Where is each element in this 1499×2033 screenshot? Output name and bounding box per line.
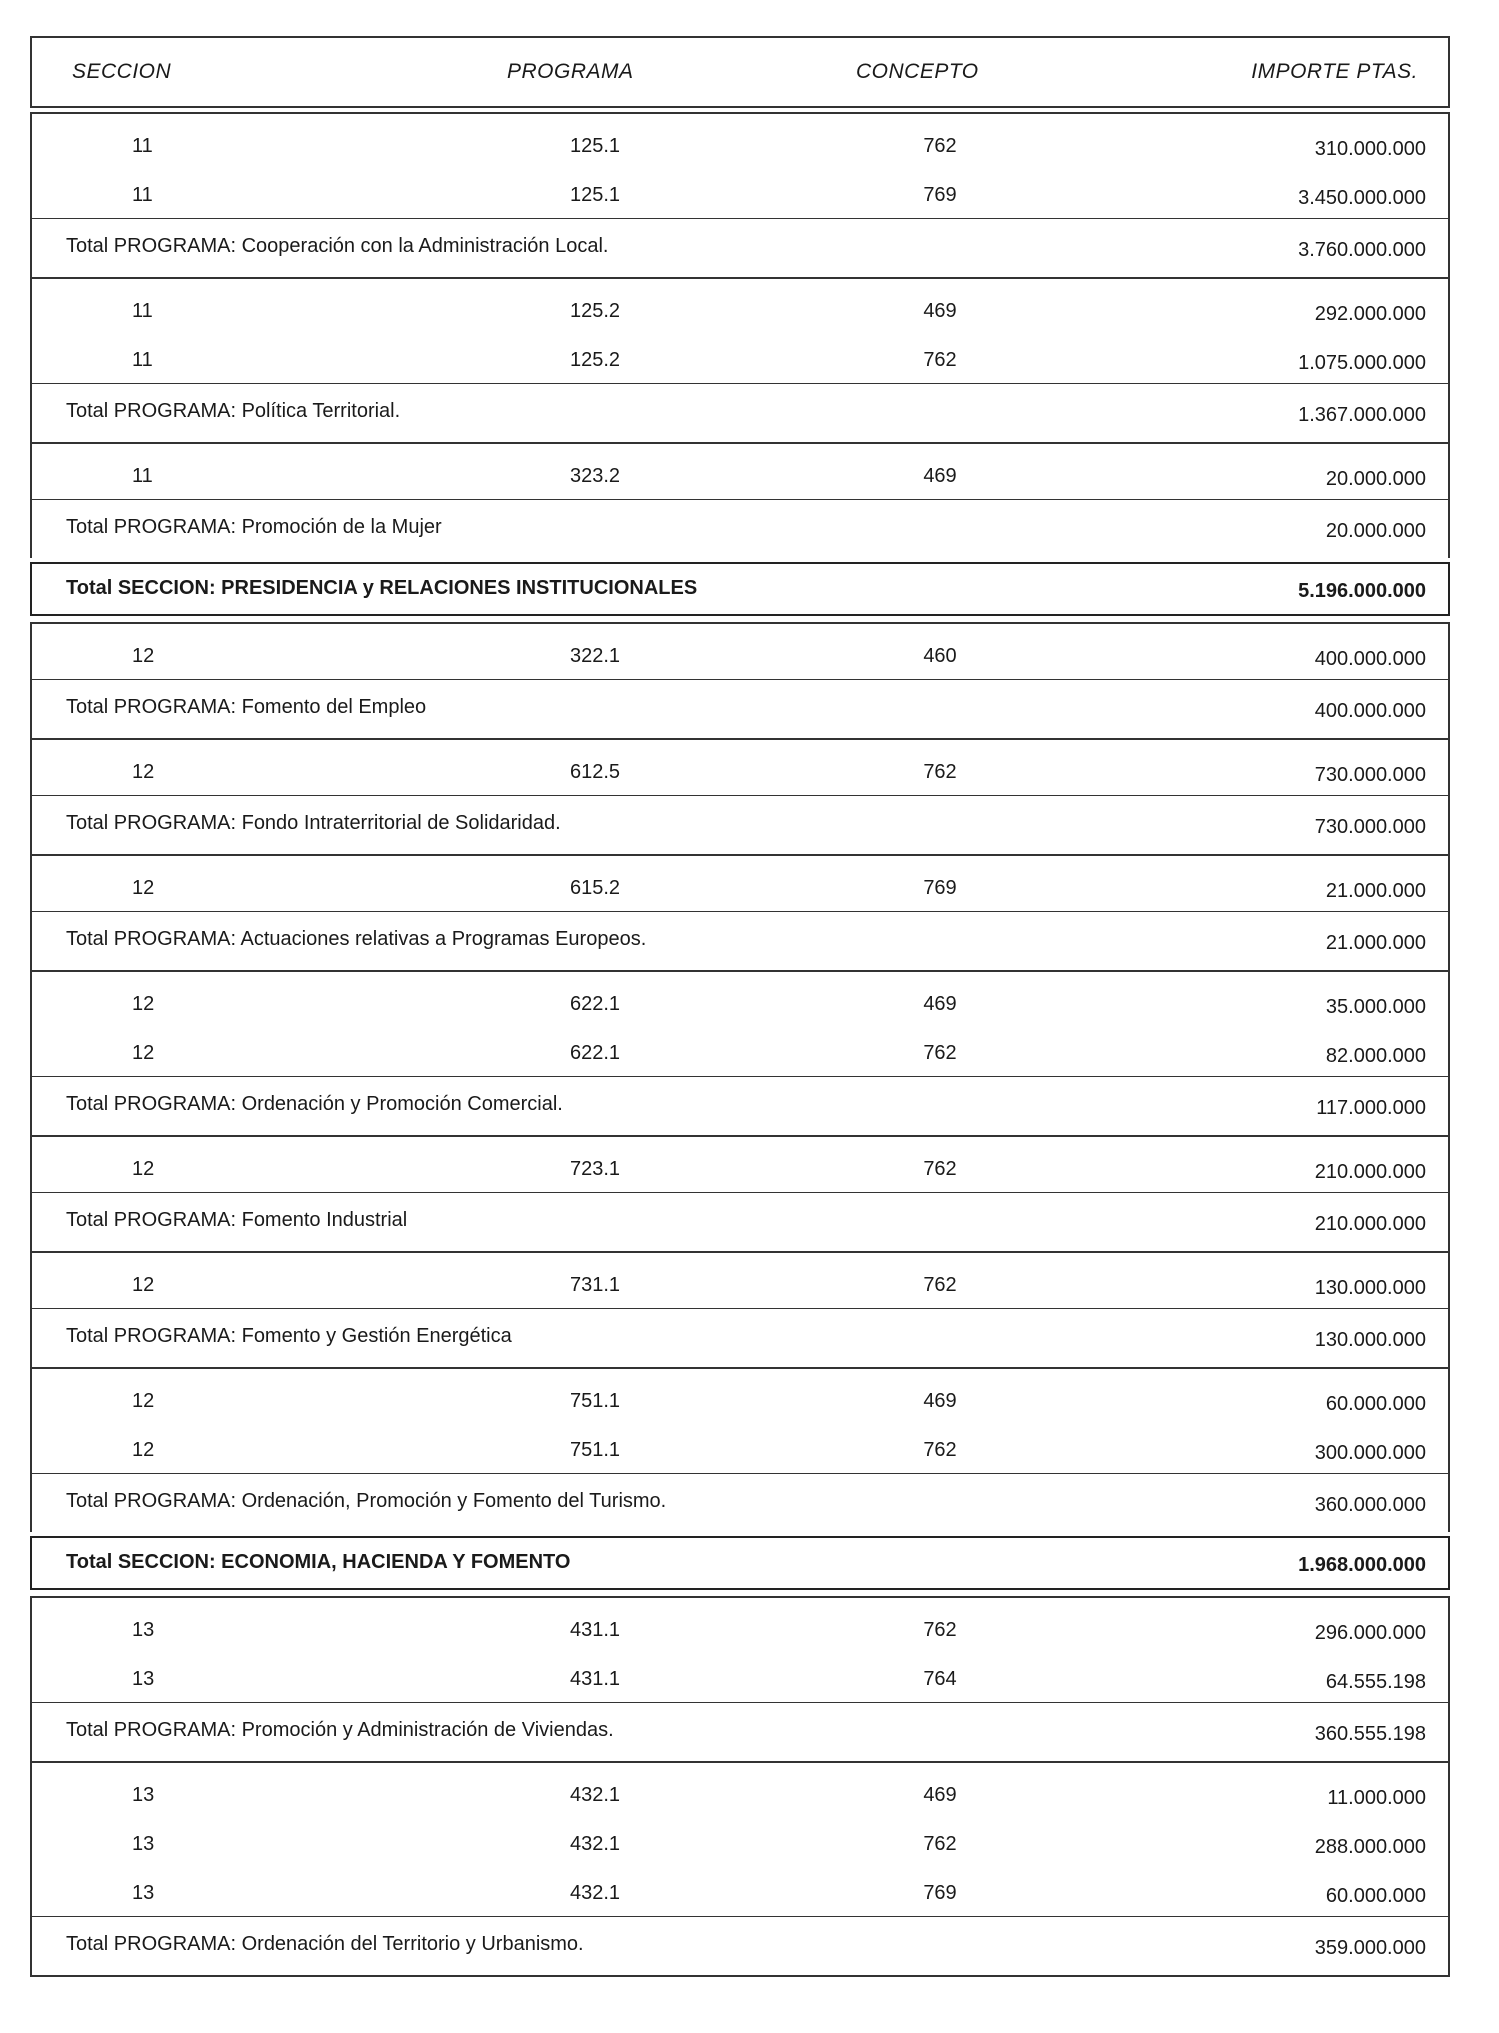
program-total-row	[32, 795, 1448, 854]
cell-programa: 432.1	[569, 1784, 621, 1806]
cell-seccion: 12	[132, 1274, 155, 1296]
program-total-amount: 1.367.000.000	[1298, 404, 1426, 426]
cell-programa: 125.2	[569, 349, 621, 371]
program-total-amount: 117.000.000	[1316, 1097, 1426, 1119]
program-total-label: Total PROGRAMA: Fondo Intraterritorial de Solidaridad.	[66, 812, 561, 834]
cell-importe: 64.555.198	[1325, 1671, 1426, 1693]
program-total-row	[32, 1702, 1448, 1761]
program-total-label: Total PROGRAMA: Ordenación del Territorio y Urbanismo.	[66, 1933, 584, 1955]
header-concepto: CONCEPTO	[856, 60, 979, 83]
cell-programa: 622.1	[569, 1042, 621, 1064]
cell-concepto: 762	[923, 1042, 957, 1064]
cell-importe: 82.000.000	[1325, 1045, 1426, 1067]
program-total-row	[32, 499, 1448, 558]
cell-importe: 60.000.000	[1325, 1393, 1426, 1415]
cell-seccion: 11	[132, 349, 153, 371]
table-row	[32, 1653, 1448, 1702]
table-row	[32, 450, 1448, 499]
cell-concepto: 460	[923, 645, 957, 667]
cell-concepto: 469	[923, 465, 957, 487]
program-total-amount: 21.000.000	[1325, 932, 1426, 954]
cell-seccion: 11	[132, 465, 153, 487]
section-total-amount: 1.968.000.000	[1298, 1554, 1426, 1576]
program-block	[30, 1251, 1450, 1367]
cell-seccion: 11	[132, 184, 153, 206]
cell-seccion: 12	[132, 1390, 155, 1412]
header-seccion: SECCION	[72, 60, 172, 83]
cell-concepto: 469	[923, 1784, 957, 1806]
table-row	[32, 978, 1448, 1027]
cell-importe: 21.000.000	[1325, 880, 1426, 902]
table-header	[30, 36, 1450, 108]
cell-seccion: 13	[132, 1619, 155, 1641]
cell-importe: 300.000.000	[1314, 1442, 1426, 1464]
cell-importe: 296.000.000	[1314, 1622, 1426, 1644]
program-block	[30, 112, 1450, 277]
program-total-amount: 360.555.198	[1314, 1723, 1426, 1745]
cell-importe: 292.000.000	[1314, 303, 1426, 325]
program-total-row	[32, 1192, 1448, 1251]
cell-importe: 60.000.000	[1325, 1885, 1426, 1907]
section-total-row	[30, 562, 1450, 616]
header-programa: PROGRAMA	[507, 60, 634, 83]
program-block	[30, 442, 1450, 558]
cell-programa: 125.1	[569, 184, 621, 206]
cell-concepto: 769	[923, 1882, 957, 1904]
program-block	[30, 1761, 1450, 1977]
table-row	[32, 1143, 1448, 1192]
section-total-amount: 5.196.000.000	[1298, 580, 1426, 602]
cell-programa: 731.1	[569, 1274, 621, 1296]
table-row	[32, 746, 1448, 795]
cell-importe: 20.000.000	[1325, 468, 1426, 490]
cell-seccion: 12	[132, 993, 155, 1015]
table-row	[32, 1769, 1448, 1818]
program-total-amount: 210.000.000	[1314, 1213, 1426, 1235]
cell-concepto: 469	[923, 1390, 957, 1412]
cell-seccion: 13	[132, 1784, 155, 1806]
table-row	[32, 1424, 1448, 1473]
section-total-label: Total SECCION: PRESIDENCIA y RELACIONES INSTITUCIONALES	[66, 577, 698, 599]
cell-programa: 622.1	[569, 993, 621, 1015]
cell-programa: 323.2	[569, 465, 621, 487]
cell-importe: 11.000.000	[1327, 1787, 1426, 1809]
table-row	[32, 630, 1448, 679]
program-block	[30, 1596, 1450, 1761]
cell-concepto: 762	[923, 1439, 957, 1461]
cell-programa: 431.1	[569, 1619, 621, 1641]
cell-importe: 35.000.000	[1325, 996, 1426, 1018]
cell-importe: 730.000.000	[1314, 764, 1426, 786]
cell-concepto: 469	[923, 993, 957, 1015]
header-importe: IMPORTE PTAS.	[1251, 60, 1418, 83]
table-row	[32, 1027, 1448, 1076]
table-row	[32, 1259, 1448, 1308]
program-total-row	[32, 1308, 1448, 1367]
table-row	[32, 1818, 1448, 1867]
table-row	[32, 285, 1448, 334]
program-total-row	[32, 383, 1448, 442]
budget-document	[30, 36, 1450, 1977]
cell-importe: 3.450.000.000	[1298, 187, 1426, 209]
program-total-amount: 130.000.000	[1314, 1329, 1426, 1351]
program-total-row	[32, 679, 1448, 738]
table-row	[32, 862, 1448, 911]
cell-seccion: 11	[132, 135, 153, 157]
program-total-label: Total PROGRAMA: Fomento del Empleo	[66, 696, 427, 718]
program-total-label: Total PROGRAMA: Cooperación con la Administración Local.	[66, 235, 609, 257]
cell-concepto: 762	[923, 349, 957, 371]
cell-concepto: 762	[923, 135, 957, 157]
program-total-label: Total PROGRAMA: Promoción y Administración de Viviendas.	[66, 1719, 614, 1741]
cell-seccion: 12	[132, 761, 155, 783]
program-total-label: Total PROGRAMA: Actuaciones relativas a Programas Europeos.	[66, 928, 647, 950]
cell-importe: 1.075.000.000	[1298, 352, 1426, 374]
cell-seccion: 12	[132, 877, 155, 899]
cell-seccion: 13	[132, 1833, 155, 1855]
cell-programa: 432.1	[569, 1882, 621, 1904]
program-block	[30, 970, 1450, 1135]
cell-programa: 615.2	[569, 877, 621, 899]
cell-programa: 125.1	[569, 135, 621, 157]
cell-seccion: 12	[132, 1158, 155, 1180]
program-block	[30, 738, 1450, 854]
cell-concepto: 762	[923, 1833, 957, 1855]
table-body	[30, 112, 1450, 1977]
program-total-amount: 20.000.000	[1325, 520, 1426, 542]
program-total-label: Total PROGRAMA: Ordenación y Promoción Comercial.	[66, 1093, 563, 1115]
program-total-label: Total PROGRAMA: Política Territorial.	[66, 400, 401, 422]
cell-seccion: 12	[132, 1042, 155, 1064]
cell-importe: 210.000.000	[1314, 1161, 1426, 1183]
cell-concepto: 762	[923, 761, 957, 783]
cell-concepto: 762	[923, 1274, 957, 1296]
cell-seccion: 12	[132, 1439, 155, 1461]
cell-seccion: 11	[132, 300, 153, 322]
program-total-amount: 360.000.000	[1314, 1494, 1426, 1516]
program-total-label: Total PROGRAMA: Promoción de la Mujer	[66, 516, 442, 538]
cell-programa: 751.1	[569, 1439, 621, 1461]
cell-seccion: 13	[132, 1882, 155, 1904]
section-total-row	[30, 1536, 1450, 1590]
program-total-row	[32, 218, 1448, 277]
program-block	[30, 1135, 1450, 1251]
program-total-label: Total PROGRAMA: Fomento Industrial	[66, 1209, 408, 1231]
program-total-amount: 3.760.000.000	[1298, 239, 1426, 261]
cell-programa: 723.1	[569, 1158, 621, 1180]
cell-programa: 612.5	[569, 761, 621, 783]
table-row	[32, 120, 1448, 169]
program-total-row	[32, 1076, 1448, 1135]
program-total-label: Total PROGRAMA: Ordenación, Promoción y Fomento del Turismo.	[66, 1490, 667, 1512]
cell-concepto: 762	[923, 1158, 957, 1180]
table-row	[32, 1867, 1448, 1916]
cell-concepto: 769	[923, 877, 957, 899]
table-row	[32, 1604, 1448, 1653]
table-row	[32, 169, 1448, 218]
cell-importe: 310.000.000	[1314, 138, 1426, 160]
cell-concepto: 469	[923, 300, 957, 322]
table-row	[32, 334, 1448, 383]
cell-concepto: 764	[923, 1668, 957, 1690]
program-total-row	[32, 1473, 1448, 1532]
cell-importe: 288.000.000	[1314, 1836, 1426, 1858]
program-block	[30, 622, 1450, 738]
section-total-label: Total SECCION: ECONOMIA, HACIENDA Y FOMENTO	[66, 1551, 571, 1573]
cell-programa: 125.2	[569, 300, 621, 322]
cell-seccion: 12	[132, 645, 155, 667]
cell-programa: 431.1	[569, 1668, 621, 1690]
cell-seccion: 13	[132, 1668, 155, 1690]
program-total-label: Total PROGRAMA: Fomento y Gestión Energética	[66, 1325, 512, 1347]
program-total-row	[32, 1916, 1448, 1975]
cell-concepto: 762	[923, 1619, 957, 1641]
cell-importe: 400.000.000	[1314, 648, 1426, 670]
cell-concepto: 769	[923, 184, 957, 206]
program-total-amount: 359.000.000	[1314, 1937, 1426, 1959]
program-block	[30, 1367, 1450, 1532]
cell-programa: 432.1	[569, 1833, 621, 1855]
program-block	[30, 277, 1450, 442]
program-total-row	[32, 911, 1448, 970]
cell-importe: 130.000.000	[1314, 1277, 1426, 1299]
program-total-amount: 400.000.000	[1314, 700, 1426, 722]
program-total-amount: 730.000.000	[1314, 816, 1426, 838]
program-block	[30, 854, 1450, 970]
cell-programa: 322.1	[569, 645, 621, 667]
table-row	[32, 1375, 1448, 1424]
cell-programa: 751.1	[569, 1390, 621, 1412]
